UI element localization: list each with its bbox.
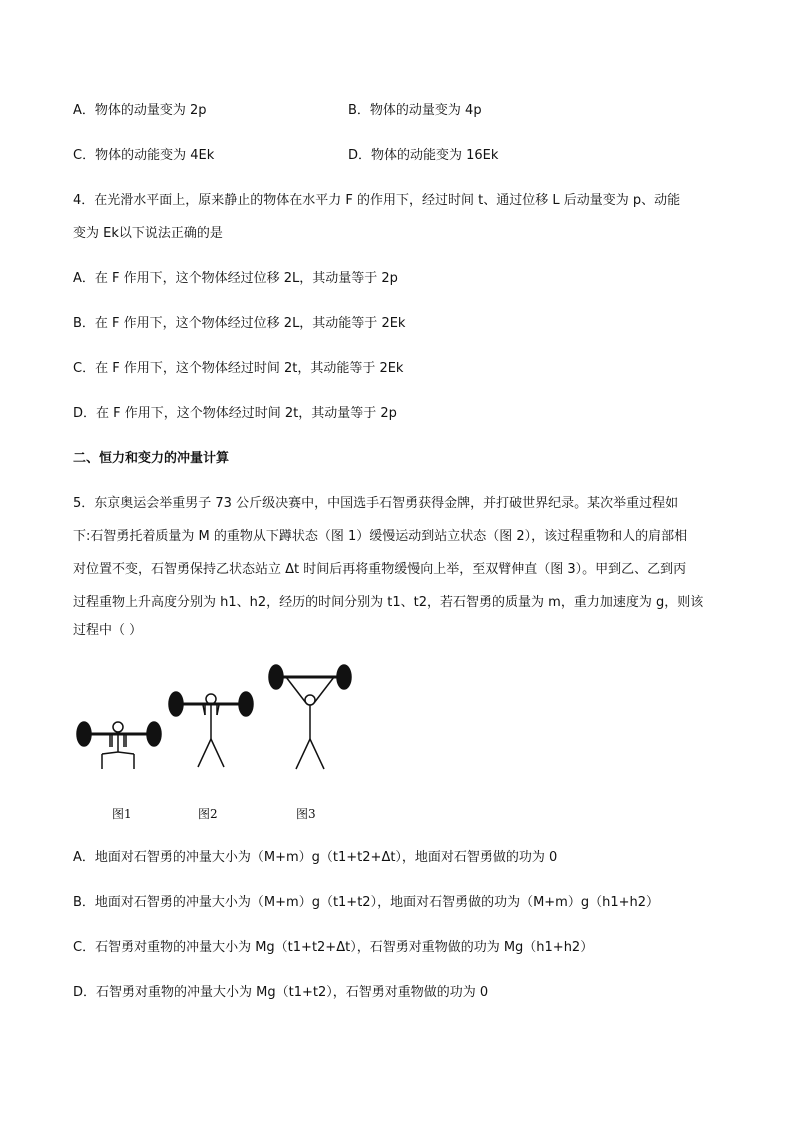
q5-option-d: D．石智勇对重物的冲量大小为 Mg（t1+t2），石智勇对重物做的功为 0 bbox=[73, 985, 489, 1000]
q4-option-d: D．在 F 作用下，这个物体经过时间 2t，其动量等于 2p bbox=[73, 406, 397, 421]
section-heading: 二、恒力和变力的冲量计算 bbox=[73, 451, 230, 466]
q5-stem-line3: 对位置不变，石智勇保持乙状态站立 Δt 时间后再将重物缓慢向上举，至双臂伸直（图 3）。甲到乙、乙到丙 bbox=[73, 562, 687, 577]
q4-option-a: A．在 F 作用下，这个物体经过位移 2L，其动量等于 2p bbox=[73, 271, 398, 286]
q5-option-c: C．石智勇对重物的冲量大小为 Mg（t1+t2+Δt），石智勇对重物做的功为 Mg（h1+h2） bbox=[73, 940, 594, 955]
q3-option-b: B．物体的动量变为 4p bbox=[348, 103, 482, 118]
q5-stem-line5: 过程中（ ） bbox=[73, 623, 143, 638]
q4-option-c: C．在 F 作用下，这个物体经过时间 2t，其动能等于 2Ek bbox=[73, 361, 404, 376]
q5-stem-line1: 5．东京奥运会举重男子 73 公斤级决赛中，中国选手石智勇获得金牌，并打破世界纪录。某次举重过程如 bbox=[73, 496, 679, 511]
figure2-caption: 图2 bbox=[198, 807, 218, 821]
q4-stem-line1: 4．在光滑水平面上，原来静止的物体在水平力 F 的作用下，经过时间 t、通过位移 L 后动量变为 p、动能 bbox=[73, 193, 681, 208]
figure2-standing bbox=[169, 692, 253, 767]
figure1-squat bbox=[77, 722, 161, 769]
q5-stem-line2: 下:石智勇托着质量为 M 的重物从下蹲状态（图 1）缓慢运动到站立状态（图 2），该过程重物和人的肩部相 bbox=[73, 529, 688, 544]
q5-stem-line4: 过程重物上升高度分别为 h1、h2，经历的时间分别为 t1、t2，若石智勇的质量为 m，重力加速度为 g，则该 bbox=[73, 595, 704, 610]
q4-stem-line2: 变为 Ek以下说法正确的是 bbox=[73, 226, 223, 241]
weightlifter-illustration bbox=[70, 655, 370, 830]
q3-option-c: C．物体的动能变为 4Ek bbox=[73, 148, 215, 163]
figure3-overhead bbox=[269, 665, 351, 769]
weightlifting-figure bbox=[70, 655, 370, 830]
q5-option-b: B．地面对石智勇的冲量大小为（M+m）g（t1+t2），地面对石智勇做的功为（M+m）g（h1+h2） bbox=[73, 895, 660, 910]
q3-option-a: A．物体的动量变为 2p bbox=[73, 103, 207, 118]
figure1-caption: 图1 bbox=[112, 807, 132, 821]
q5-option-a: A．地面对石智勇的冲量大小为（M+m）g（t1+t2+Δt），地面对石智勇做的功为 0 bbox=[73, 850, 558, 865]
q3-option-d: D．物体的动能变为 16Ek bbox=[348, 148, 499, 163]
figure3-caption: 图3 bbox=[296, 807, 316, 821]
q4-option-b: B．在 F 作用下，这个物体经过位移 2L，其动能等于 2Ek bbox=[73, 316, 406, 331]
